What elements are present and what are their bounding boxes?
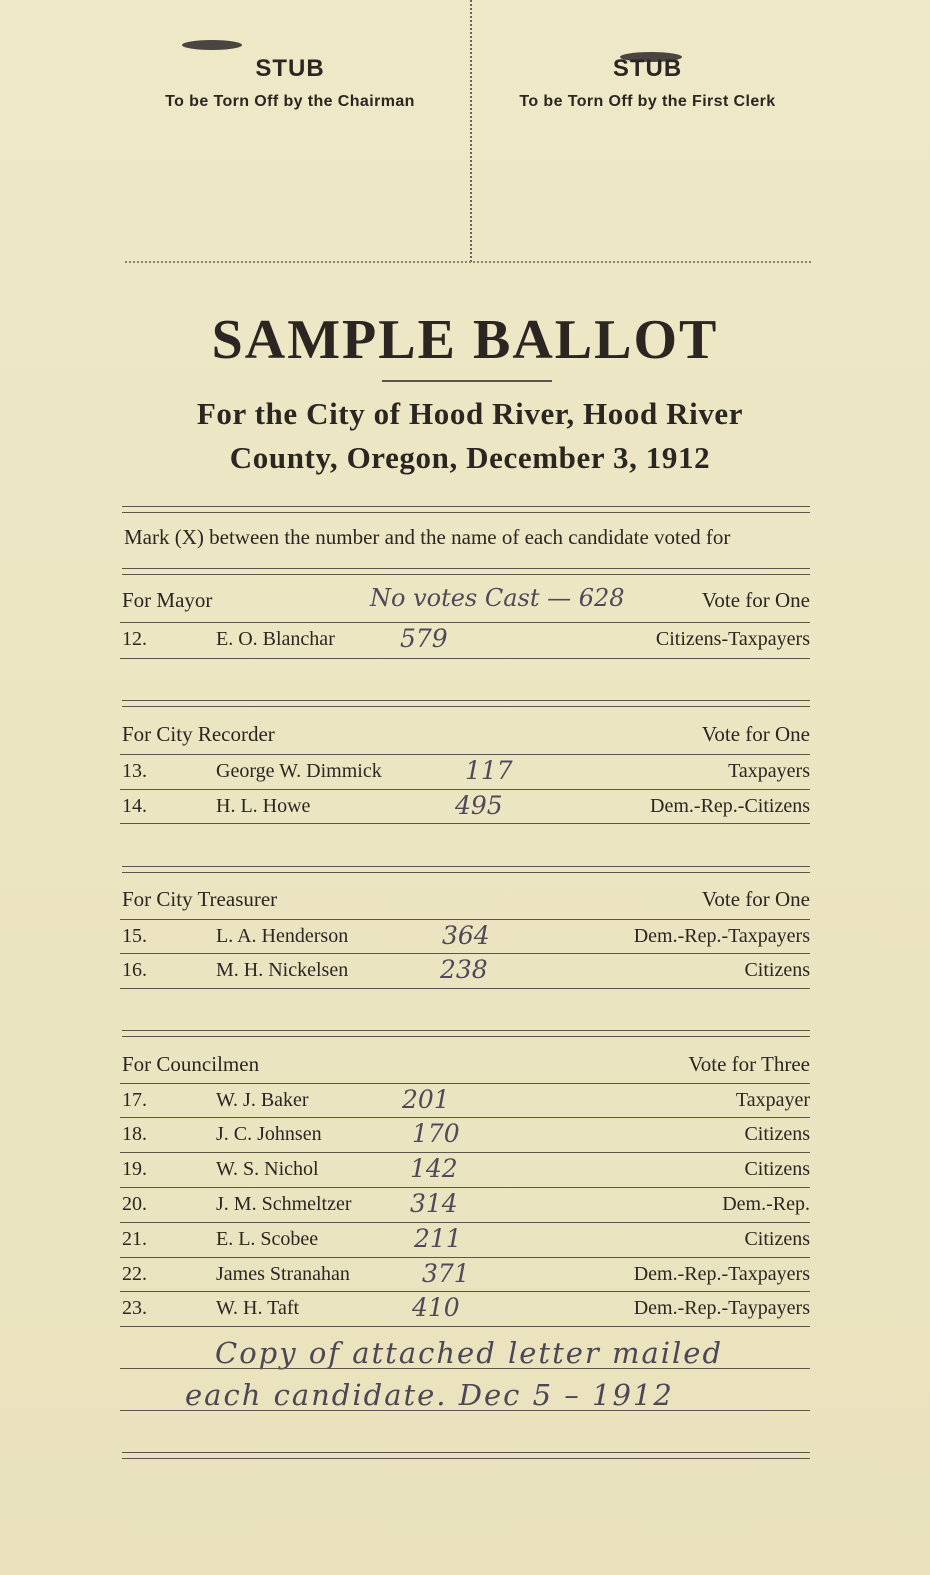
candidate-number: 22. xyxy=(122,1263,147,1285)
tear-mark xyxy=(182,40,242,50)
handwritten-note-line: Copy of attached letter mailed xyxy=(215,1336,724,1370)
stub-subtitle: To be Torn Off by the First Clerk xyxy=(519,93,776,110)
row-rule xyxy=(120,754,810,755)
candidate-name: L. A. Henderson xyxy=(216,925,349,947)
vote-for-label: Vote for One xyxy=(701,588,810,612)
subtitle-line: For the City of Hood River, Hood River xyxy=(196,396,744,431)
candidate-name: J. M. Schmeltzer xyxy=(216,1193,352,1215)
candidate-row xyxy=(120,1189,810,1223)
row-rule xyxy=(120,953,810,954)
row-rule xyxy=(120,1083,810,1084)
ballot-subtitle xyxy=(100,392,840,480)
candidate-row xyxy=(120,624,810,658)
candidate-party: Dem.-Rep.-Taxpayers xyxy=(633,925,810,947)
candidate-name: J. C. Johnsen xyxy=(216,1123,322,1145)
vote-tally: 238 xyxy=(440,955,488,984)
row-rule xyxy=(120,658,810,659)
candidate-party: Dem.-Rep.-Taxpayers xyxy=(633,1263,810,1285)
row-rule xyxy=(120,1187,810,1188)
perforation-horizontal xyxy=(125,261,811,263)
subtitle-line: County, Oregon, December 3, 1912 xyxy=(229,440,711,475)
candidate-number: 16. xyxy=(122,959,147,981)
candidate-party: Taxpayer xyxy=(735,1089,810,1111)
office-label: For Councilmen xyxy=(122,1052,260,1076)
row-rule xyxy=(120,1291,810,1292)
candidate-number: 17. xyxy=(122,1089,147,1111)
stub-subtitle: To be Torn Off by the Chairman xyxy=(165,93,415,110)
candidate-row xyxy=(120,756,810,790)
candidate-row xyxy=(120,1119,810,1153)
candidate-party: Dem.-Rep. xyxy=(722,1193,810,1215)
candidate-name: E. L. Scobee xyxy=(216,1228,319,1250)
section-header-councilmen xyxy=(120,1048,810,1082)
vote-tally: 495 xyxy=(455,791,503,820)
vote-tally: 201 xyxy=(402,1085,450,1114)
vote-for-label: Vote for One xyxy=(701,722,810,746)
double-rule xyxy=(122,866,810,873)
double-rule xyxy=(122,1452,810,1459)
candidate-row xyxy=(120,955,810,989)
candidate-party: Dem.-Rep.-Taypayers xyxy=(633,1297,810,1319)
candidate-number: 14. xyxy=(122,795,147,817)
candidate-row xyxy=(120,1293,810,1327)
vote-tally: 364 xyxy=(442,921,490,950)
row-rule xyxy=(120,1222,810,1223)
candidate-number: 21. xyxy=(122,1228,147,1250)
candidate-name: H. L. Howe xyxy=(216,795,311,817)
row-rule xyxy=(120,1117,810,1118)
candidate-name: George W. Dimmick xyxy=(216,760,382,782)
instruction-text: Mark (X) between the number and the name of each candidate voted for xyxy=(124,525,731,549)
section-header-treasurer xyxy=(120,883,810,917)
handwritten-total: No votes Cast — 628 xyxy=(370,584,625,612)
candidate-name: W. H. Taft xyxy=(216,1297,300,1319)
candidate-number: 13. xyxy=(122,760,147,782)
candidate-name: W. J. Baker xyxy=(216,1089,309,1111)
row-rule xyxy=(120,1410,810,1411)
vote-tally: 211 xyxy=(414,1224,462,1253)
double-rule xyxy=(122,1030,810,1037)
row-rule xyxy=(120,622,810,623)
vote-for-label: Vote for Three xyxy=(688,1052,810,1076)
vote-tally: 371 xyxy=(422,1259,470,1288)
vote-tally: 314 xyxy=(410,1189,458,1218)
candidate-row xyxy=(120,1154,810,1188)
candidate-name: W. S. Nichol xyxy=(216,1158,319,1180)
candidate-name: James Stranahan xyxy=(216,1263,350,1285)
row-rule xyxy=(120,789,810,790)
candidate-row xyxy=(120,791,810,825)
candidate-number: 23. xyxy=(122,1297,147,1319)
candidate-row xyxy=(120,1259,810,1293)
vote-tally: 579 xyxy=(400,624,448,653)
candidate-name: M. H. Nickelsen xyxy=(216,959,349,981)
candidate-party: Citizens xyxy=(744,1123,810,1145)
section-header-recorder xyxy=(120,718,810,752)
stub-chairman xyxy=(120,55,460,111)
office-label: For City Treasurer xyxy=(122,887,278,911)
candidate-party: Citizens xyxy=(744,1228,810,1250)
candidate-party: Citizens xyxy=(744,1158,810,1180)
candidate-number: 20. xyxy=(122,1193,147,1215)
double-rule xyxy=(122,506,810,513)
vote-for-label: Vote for One xyxy=(701,887,810,911)
candidate-name: E. O. Blanchar xyxy=(216,628,335,650)
stub-title: STUB xyxy=(612,55,683,82)
candidate-number: 18. xyxy=(122,1123,147,1145)
candidate-party: Citizens xyxy=(744,959,810,981)
perforation-vertical xyxy=(470,0,472,262)
candidate-row xyxy=(120,921,810,955)
double-rule xyxy=(122,568,810,575)
candidate-party: Dem.-Rep.-Citizens xyxy=(650,795,810,817)
candidate-party: Taxpayers xyxy=(728,760,810,782)
office-label: For City Recorder xyxy=(122,722,275,746)
row-rule xyxy=(120,988,810,989)
vote-tally: 410 xyxy=(412,1293,460,1322)
handwritten-note-line: each candidate. Dec 5 – 1912 xyxy=(185,1378,674,1412)
vote-tally: 142 xyxy=(410,1154,458,1183)
candidate-row xyxy=(120,1085,810,1119)
candidate-party: Citizens-Taxpayers xyxy=(655,628,810,650)
candidate-row xyxy=(120,1224,810,1258)
title-rule xyxy=(382,380,552,382)
row-rule xyxy=(120,1368,810,1369)
vote-tally: 117 xyxy=(465,756,513,785)
row-rule xyxy=(120,919,810,920)
candidate-number: 12. xyxy=(122,628,147,650)
vote-tally: 170 xyxy=(412,1119,460,1148)
stub-first-clerk xyxy=(480,55,815,111)
candidate-number: 19. xyxy=(122,1158,147,1180)
double-rule xyxy=(122,700,810,707)
row-rule xyxy=(120,1257,810,1258)
row-rule xyxy=(120,823,810,824)
ballot-title: SAMPLE BALLOT xyxy=(211,309,719,371)
row-rule xyxy=(120,1326,810,1327)
stub-title: STUB xyxy=(255,55,325,82)
candidate-number: 15. xyxy=(122,925,147,947)
office-label: For Mayor xyxy=(122,588,213,612)
row-rule xyxy=(120,1152,810,1153)
section-header-mayor xyxy=(120,584,810,618)
